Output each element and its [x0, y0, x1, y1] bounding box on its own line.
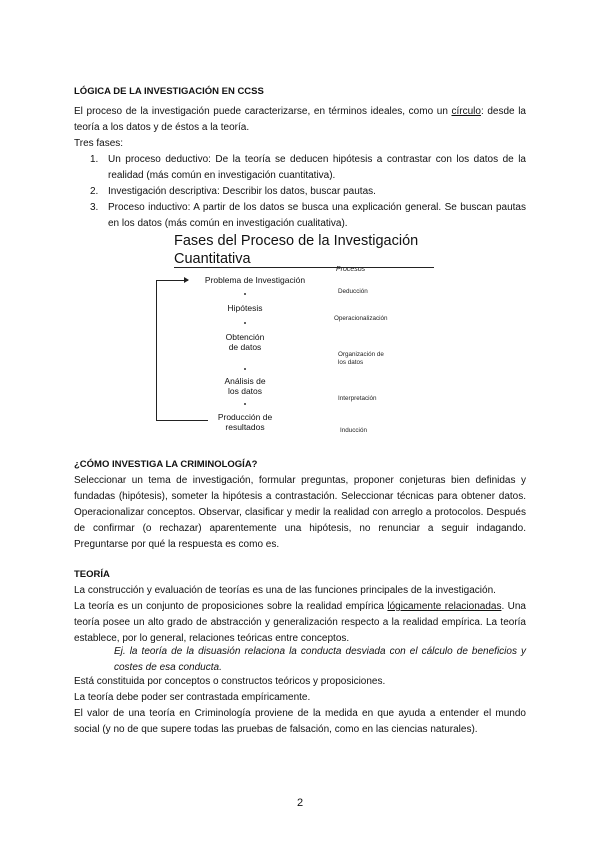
phase-item: [74, 184, 526, 200]
process-label: Organización de: [338, 351, 384, 358]
process-label: Inducción: [340, 427, 367, 434]
phases-list: [74, 152, 526, 232]
teoria-paragraph-1: La construcción y evaluación de teorías es una de las funciones principales de la investigación.: [74, 585, 496, 596]
bullet-dot-icon: [244, 293, 246, 295]
phase-text: Proceso inductivo: A partir de los datos se busca una explicación general. Se buscan pautas en los datos (más común en investigación cualitativa).: [108, 202, 526, 229]
feedback-loop-line: [156, 280, 157, 420]
criminologia-paragraph: Seleccionar un tema de investigación, formular preguntas, proponer conjeturas bien definidas y fundadas (hipótesis), someter la hipótesis a contrastación. Seleccionar técnicas para obtener datos. Operacionalizar conceptos. Observar, clasificar y medir la realidad con arreglo a protocolos. Después de confirmar (o rechazar) aparentemente una hipótesis, no renunciar a seguir indagando. Preguntarse por qué la respuesta es como es.: [74, 475, 526, 550]
stage-label: Problema de Investigación: [204, 275, 306, 285]
process-label: Interpretación: [338, 395, 377, 402]
stage-analisis: [200, 376, 290, 396]
process-organizacion: [338, 351, 384, 367]
intro-underlined-term: círculo: [451, 106, 481, 117]
teoria-p2-end: . Una teoría posee un alto grado de abstracción y generalización respecto a la realidad empírica. La teoría establece, por lo general, relaciones teóricas entre conceptos.: [74, 601, 526, 644]
processes-header: Procesos: [336, 266, 366, 273]
process-induccion: [340, 427, 367, 435]
process-label: Deducción: [338, 288, 368, 295]
teoria-underlined-term: lógicamente relacionadas: [387, 601, 502, 612]
phase-number: 2.: [90, 186, 99, 197]
stage-problema: [190, 275, 320, 285]
process-deduccion: [338, 288, 368, 296]
stage-label: Producción de: [217, 412, 273, 422]
figure-title-underline: [174, 267, 434, 268]
process-label: los datos: [338, 359, 364, 366]
phase-text: Un proceso deductivo: De la teoría se deducen hipótesis a contrastar con los datos de la realidad (más común en investigación cuantitativa).: [108, 154, 526, 181]
stage-hipotesis: [200, 303, 290, 313]
phase-number: 1.: [90, 154, 99, 165]
teoria-paragraph-2: [74, 599, 526, 647]
stage-label: Análisis de: [224, 376, 266, 386]
teoria-paragraph-5: El valor de una teoría en Criminología proviene de la medida en que ayuda a entender el mundo social (y no de que supere todas las pruebas de falsación, como en las ciencias naturales).: [74, 708, 526, 735]
process-interpretacion: [338, 395, 377, 403]
stage-label: de datos: [228, 342, 262, 352]
stage-label: resultados: [225, 422, 265, 432]
section-heading-criminologia: ¿CÓMO INVESTIGA LA CRIMINOLOGÍA?: [74, 459, 258, 470]
phase-number: 3.: [90, 202, 99, 213]
bullet-dot-icon: [244, 403, 246, 405]
teoria-p2-start: La teoría es un conjunto de proposiciones sobre la realidad empírica: [74, 601, 388, 612]
stage-produccion: [200, 412, 290, 432]
process-figure: [150, 228, 450, 440]
arrow-right-icon: [184, 277, 189, 283]
teoria-paragraph-3: Está constituida por conceptos o constructos teóricos y proposiciones.: [74, 676, 386, 687]
process-label: Operacionalización: [334, 315, 388, 322]
section-heading-logica: LÓGICA DE LA INVESTIGACIÓN EN CCSS: [74, 86, 264, 97]
phase-item: [74, 152, 526, 184]
phases-label: Tres fases:: [74, 138, 124, 149]
intro-text-end: : desde la teoría a los datos y de éstos a la teoría.: [74, 106, 526, 133]
section-heading-teoria: TEORÍA: [74, 569, 110, 580]
phase-text: Investigación descriptiva: Describir los datos, buscar pautas.: [108, 186, 376, 197]
figure-title: [174, 232, 418, 268]
figure-title-line2: Cuantitativa: [174, 251, 251, 267]
bullet-dot-icon: [244, 322, 246, 324]
stage-label: Obtención: [225, 332, 265, 342]
stage-label: los datos: [227, 386, 263, 396]
teoria-example: Ej. la teoría de la disuasión relaciona la conducta desviada con el cálculo de beneficios y costes de esa conducta.: [114, 646, 526, 673]
figure-title-line1: Fases del Proceso de la Investigación: [174, 233, 419, 249]
bullet-dot-icon: [244, 368, 246, 370]
teoria-paragraph-4: La teoría debe poder ser contrastada empíricamente.: [74, 692, 311, 703]
stage-obtencion: [200, 332, 290, 352]
stage-label: Hipótesis: [227, 303, 263, 313]
intro-paragraph: [74, 104, 526, 136]
page-number: 2: [296, 797, 304, 809]
process-operacionalizacion: [334, 315, 388, 323]
intro-text-start: El proceso de la investigación puede caracterizarse, en términos ideales, como un: [74, 106, 452, 117]
